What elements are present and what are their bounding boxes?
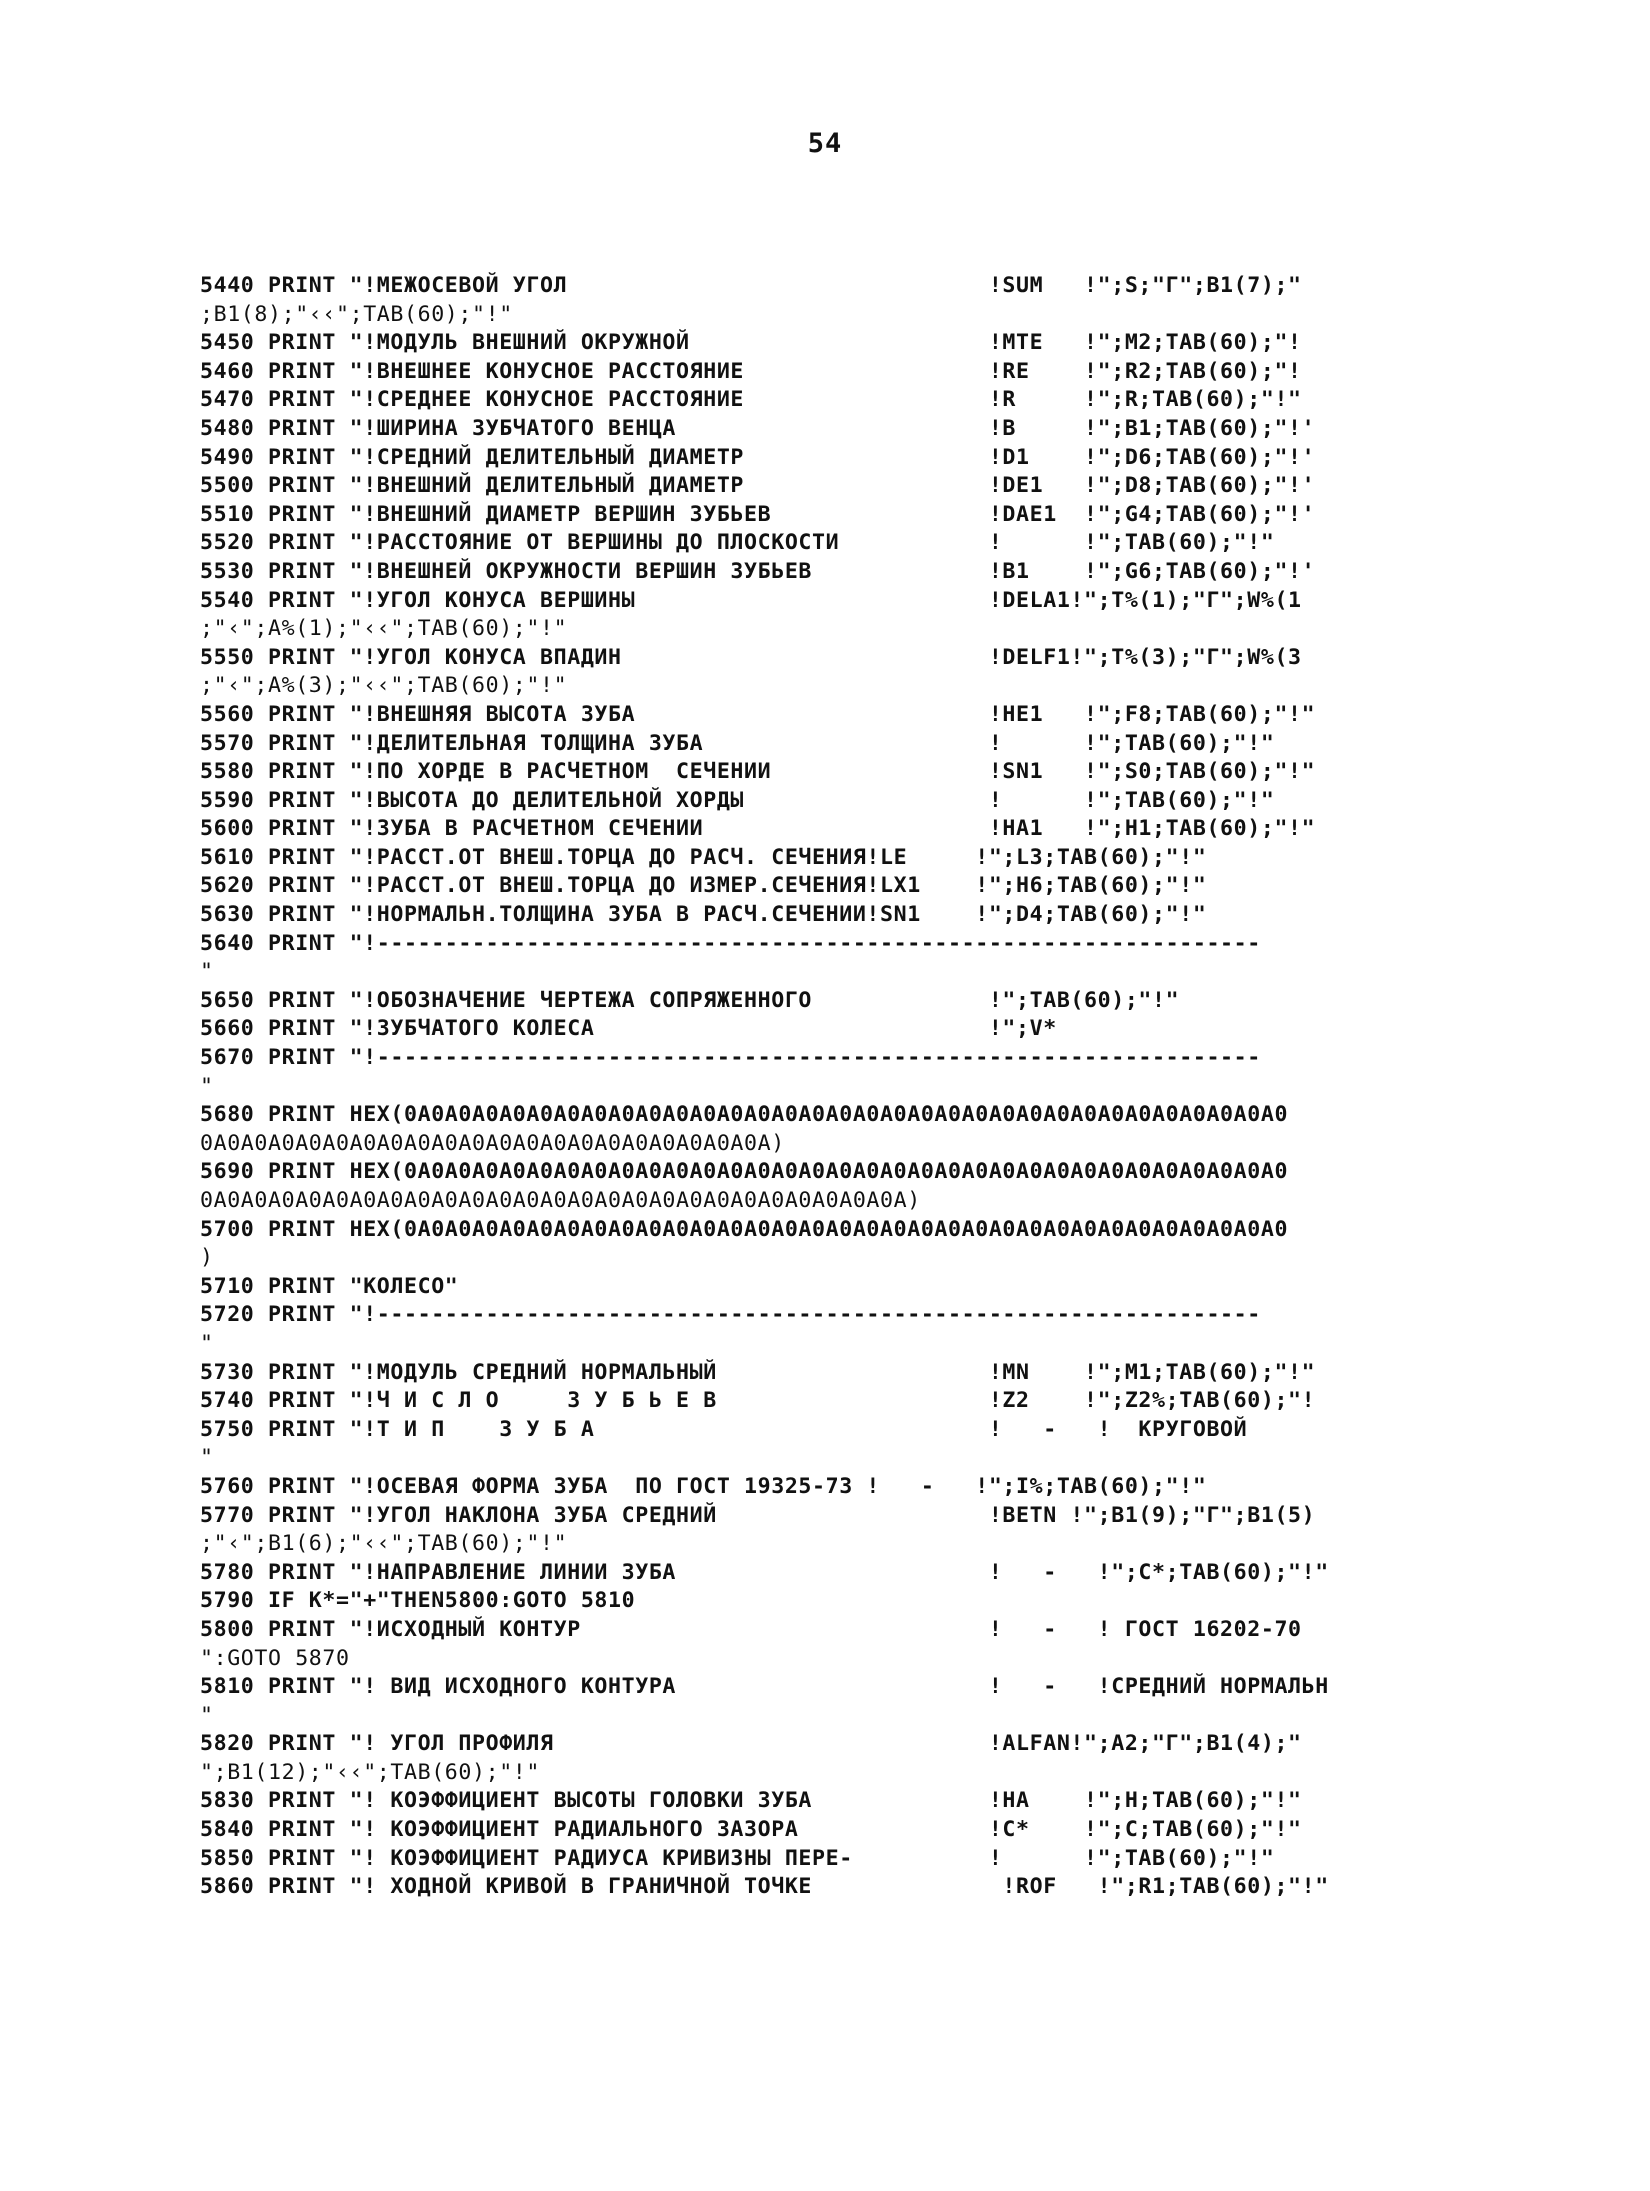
code-line: 5790 IF K*="+"THEN5800:GOTO 5810 bbox=[200, 1588, 636, 1614]
code-line: 5810 PRINT "! ВИД ИСХОДНОГО КОНТУРА ! - !СРЕДНИЙ НОРМАЛЬН bbox=[200, 1674, 1329, 1700]
code-line: 5540 PRINT "!УГОЛ КОНУСА ВЕРШИНЫ !DELA1!";T%(1);"Г";W%(1 bbox=[200, 587, 1302, 613]
code-line: ;"‹";B1(6);"‹‹";TAB(60);"!" bbox=[200, 1531, 568, 1557]
code-line: 5480 PRINT "!ШИРИНА ЗУБЧАТОГО ВЕНЦА !B !";B1;TAB(60);"!' bbox=[200, 415, 1316, 441]
code-line: ;B1(8);"‹‹";TAB(60);"!" bbox=[200, 301, 513, 327]
code-line: 5860 PRINT "! ХОДНОЙ КРИВОЙ В ГРАНИЧНОЙ ТОЧКЕ !ROF !";R1;TAB(60);"!" bbox=[200, 1874, 1329, 1900]
code-line: 5460 PRINT "!ВНЕШНЕЕ КОНУСНОЕ РАССТОЯНИЕ !RE !";R2;TAB(60);"! bbox=[200, 358, 1302, 384]
code-line: 5730 PRINT "!МОДУЛЬ СРЕДНИЙ НОРМАЛЬНЫЙ !MN !";M1;TAB(60);"!" bbox=[200, 1359, 1316, 1385]
code-line: ":GOTO 5870 bbox=[200, 1645, 350, 1671]
code-line: 5650 PRINT "!ОБОЗНАЧЕНИЕ ЧЕРТЕЖА СОПРЯЖЕННОГО !";TAB(60);"!" bbox=[200, 987, 1180, 1013]
code-line: 5530 PRINT "!ВНЕШНЕЙ ОКРУЖНОСТИ ВЕРШИН ЗУБЬЕВ !B1 !";G6;TAB(60);"!' bbox=[200, 558, 1316, 584]
page-number: 54 bbox=[807, 128, 843, 159]
code-line: 5780 PRINT "!НАПРАВЛЕНИЕ ЛИНИИ ЗУБА ! - !";C*;TAB(60);"!" bbox=[200, 1559, 1329, 1585]
code-line: 5760 PRINT "!ОСЕВАЯ ФОРМА ЗУБА ПО ГОСТ 19325-73 ! - !";I%;TAB(60);"!" bbox=[200, 1473, 1207, 1499]
code-line: ;"‹";A%(3);"‹‹";TAB(60);"!" bbox=[200, 673, 568, 699]
code-line: 5440 PRINT "!МЕЖОСЕВОЙ УГОЛ !SUM !";S;"Г";B1(7);" bbox=[200, 273, 1302, 298]
code-line: 5450 PRINT "!МОДУЛЬ ВНЕШНИЙ ОКРУЖНОЙ !MTE !";M2;TAB(60);"! bbox=[200, 330, 1302, 356]
code-line: 5570 PRINT "!ДЕЛИТЕЛЬНАЯ ТОЛЩИНА ЗУБА ! !";TAB(60);"!" bbox=[200, 730, 1275, 756]
code-line: 5740 PRINT "!Ч И С Л О З У Б Ь Е В !Z2 !";Z2%;TAB(60);"! bbox=[200, 1388, 1316, 1414]
code-line: 5470 PRINT "!СРЕДНЕЕ КОНУСНОЕ РАССТОЯНИЕ !R !";R;TAB(60);"!" bbox=[200, 387, 1302, 413]
program-listing bbox=[200, 272, 1450, 1902]
code-line: 5800 PRINT "!ИСХОДНЫЙ КОНТУР ! - ! ГОСТ 16202-70 bbox=[200, 1616, 1302, 1642]
code-line: 5820 PRINT "! УГОЛ ПРОФИЛЯ !ALFAN!";A2;"Г";B1(4);" bbox=[200, 1731, 1302, 1757]
code-line: " bbox=[200, 1330, 214, 1356]
code-line: " bbox=[200, 959, 214, 985]
code-line: 5590 PRINT "!ВЫСОТА ДО ДЕЛИТЕЛЬНОЙ ХОРДЫ ! !";TAB(60);"!" bbox=[200, 787, 1275, 813]
code-line: 5670 PRINT "!----------------------------------------------------------------- bbox=[200, 1045, 1261, 1071]
code-line: 5550 PRINT "!УГОЛ КОНУСА ВПАДИН !DELF1!";T%(3);"Г";W%(3 bbox=[200, 644, 1302, 670]
code-line: 5710 PRINT "КОЛЕСО" bbox=[200, 1273, 459, 1299]
code-line: 5700 PRINT HEX(0A0A0A0A0A0A0A0A0A0A0A0A0A0A0A0A0A0A0A0A0A0A0A0A0A0A0A0A0A0A0A0A0 bbox=[200, 1216, 1289, 1242]
code-line: 5850 PRINT "! КОЭФФИЦИЕНТ РАДИУСА КРИВИЗНЫ ПЕРЕ- ! !";TAB(60);"!" bbox=[200, 1845, 1275, 1871]
code-line: " bbox=[200, 1702, 214, 1728]
code-line: " bbox=[200, 1445, 214, 1471]
code-line: 5560 PRINT "!ВНЕШНЯЯ ВЫСОТА ЗУБА !HE1 !";F8;TAB(60);"!" bbox=[200, 701, 1316, 727]
code-line: 0A0A0A0A0A0A0A0A0A0A0A0A0A0A0A0A0A0A0A0A0A) bbox=[200, 1130, 785, 1156]
code-line: ";B1(12);"‹‹";TAB(60);"!" bbox=[200, 1759, 541, 1785]
code-line: 5510 PRINT "!ВНЕШНИЙ ДИАМЕТР ВЕРШИН ЗУБЬЕВ !DAE1 !";G4;TAB(60);"!' bbox=[200, 501, 1316, 527]
code-line: 5600 PRINT "!ЗУБА В РАСЧЕТНОМ СЕЧЕНИИ !HA1 !";H1;TAB(60);"!" bbox=[200, 816, 1316, 842]
code-line: ;"‹";A%(1);"‹‹";TAB(60);"!" bbox=[200, 616, 568, 642]
code-line: 5750 PRINT "!Т И П З У Б А ! - ! КРУГОВОЙ bbox=[200, 1416, 1248, 1442]
code-line: ) bbox=[200, 1245, 214, 1271]
code-line: 5690 PRINT HEX(0A0A0A0A0A0A0A0A0A0A0A0A0A0A0A0A0A0A0A0A0A0A0A0A0A0A0A0A0A0A0A0A0 bbox=[200, 1159, 1289, 1185]
code-line: 5630 PRINT "!НОРМАЛЬН.ТОЛЩИНА ЗУБА В РАСЧ.СЕЧЕНИИ!SN1 !";D4;TAB(60);"!" bbox=[200, 902, 1207, 928]
code-line: 0A0A0A0A0A0A0A0A0A0A0A0A0A0A0A0A0A0A0A0A0A0A0A0A0A0A) bbox=[200, 1188, 921, 1213]
code-line: 5580 PRINT "!ПО ХОРДЕ В РАСЧЕТНОМ СЕЧЕНИИ !SN1 !";S0;TAB(60);"!" bbox=[200, 759, 1316, 785]
code-line: 5680 PRINT HEX(0A0A0A0A0A0A0A0A0A0A0A0A0A0A0A0A0A0A0A0A0A0A0A0A0A0A0A0A0A0A0A0A0 bbox=[200, 1102, 1289, 1128]
code-line: 5660 PRINT "!ЗУБЧАТОГО КОЛЕСА !";V* bbox=[200, 1016, 1057, 1042]
code-line: 5830 PRINT "! КОЭФФИЦИЕНТ ВЫСОТЫ ГОЛОВКИ ЗУБА !HA !";H;TAB(60);"!" bbox=[200, 1788, 1302, 1814]
code-line: 5610 PRINT "!РАССТ.ОТ ВНЕШ.ТОРЦА ДО РАСЧ. СЕЧЕНИЯ!LE !";L3;TAB(60);"!" bbox=[200, 844, 1207, 870]
code-line: 5840 PRINT "! КОЭФФИЦИЕНТ РАДИАЛЬНОГО ЗАЗОРА !C* !";C;TAB(60);"!" bbox=[200, 1817, 1302, 1843]
code-line: 5490 PRINT "!СРЕДНИЙ ДЕЛИТЕЛЬНЫЙ ДИАМЕТР !D1 !";D6;TAB(60);"!' bbox=[200, 444, 1316, 470]
code-line: 5620 PRINT "!РАССТ.ОТ ВНЕШ.ТОРЦА ДО ИЗМЕР.СЕЧЕНИЯ!LX1 !";H6;TAB(60);"!" bbox=[200, 873, 1207, 899]
code-line: 5720 PRINT "!----------------------------------------------------------------- bbox=[200, 1302, 1261, 1328]
code-line: " bbox=[200, 1073, 214, 1099]
code-line: 5640 PRINT "!----------------------------------------------------------------- bbox=[200, 930, 1261, 956]
code-line: 5770 PRINT "!УГОЛ НАКЛОНА ЗУБА СРЕДНИЙ !BETN !";B1(9);"Г";B1(5) bbox=[200, 1502, 1316, 1528]
code-line: 5500 PRINT "!ВНЕШНИЙ ДЕЛИТЕЛЬНЫЙ ДИАМЕТР !DE1 !";D8;TAB(60);"!' bbox=[200, 473, 1316, 499]
code-line: 5520 PRINT "!РАССТОЯНИЕ ОТ ВЕРШИНЫ ДО ПЛОСКОСТИ ! !";TAB(60);"!" bbox=[200, 530, 1275, 556]
